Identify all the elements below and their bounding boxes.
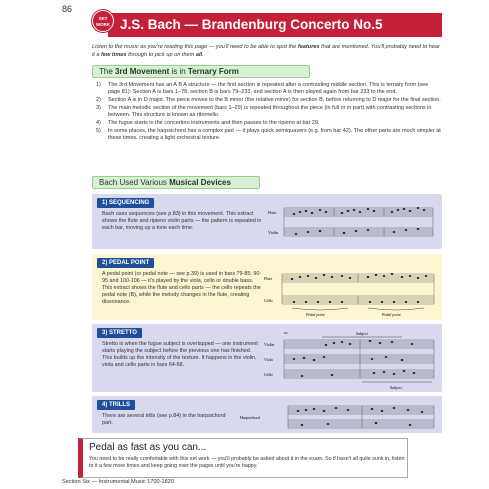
- intro-part: .: [202, 51, 204, 58]
- device-text: There are several trills (see p.84) in the harpsichord part.: [102, 413, 226, 427]
- list-num: 2): [96, 97, 101, 103]
- staff-label: Cello: [264, 372, 273, 377]
- device-text: Stretto is when the fugue subject is overlapped — one instrument starts playing the subject before the previous one has finished. This builds up the intensity of the texture. It happens in the violin, viola and cello parts in bars 64-68.: [102, 341, 258, 369]
- list-item: [96, 97, 442, 104]
- footer: Section Six — Instrumental Music 1700-1820: [62, 479, 174, 485]
- list-text: The fugue starts in the concertino instruments and then passes to the ripieno at bar 29.: [108, 119, 320, 126]
- pedal-tip-title: Pedal as fast as you can...: [89, 442, 207, 453]
- heading-bold: Ternary Form: [187, 67, 239, 76]
- staff-label: Violin: [268, 230, 278, 235]
- page-number: 86: [62, 4, 73, 14]
- score-trills: [232, 400, 437, 432]
- score-pedal-point: [262, 264, 437, 318]
- intro-bold: few times: [101, 51, 127, 58]
- list-num: 3): [96, 104, 101, 111]
- section-heading-devices: [92, 176, 260, 189]
- staff-label: Viola: [264, 357, 273, 362]
- pedal-tip-box: [78, 438, 408, 478]
- heading-bold: Musical Devices: [169, 178, 231, 187]
- annotation: Subject: [356, 331, 368, 336]
- intro-bold: features: [297, 44, 320, 50]
- heading-bold: 3rd Movement: [115, 67, 170, 76]
- device-text: A pedal point (or pedal note — see p.39) is used in bars 79-85, 90-95 and 100-106 — it's played by the viola, cello or double bass. This extract shows the flute and cello parts — the cello repeats the pedal note (B), while the melody changes in the flute, creating dissonance.: [102, 271, 262, 306]
- staff-label: Harpsichord: [240, 415, 260, 420]
- annotation: Pedal point: [382, 312, 401, 317]
- device-box-stretto: [92, 324, 442, 392]
- staff-label: Flute: [264, 276, 273, 281]
- list-text: Section A is in D major. The piece moves to the B minor (the relative minor) for section B, before returning to D major for the final section.: [108, 97, 441, 103]
- score-sequencing: [268, 200, 436, 246]
- staff-label: Flute: [268, 210, 277, 215]
- title-bar: [108, 13, 442, 37]
- annotation: Pedal point: [306, 312, 325, 317]
- device-text: Bach uses sequences (see p.83) in this movement. This extract shows the flute and ripieno violin parts — the pattern is repeated in each bar, moving up a tone each time.: [102, 211, 262, 232]
- list-text: The main melodic section of the movement (bars 1–29) is repeated throughout the piece (in full or in part) with contrasting sections in between. This structure is known as ritornello.: [108, 104, 432, 118]
- intro-bold: all: [195, 51, 203, 58]
- list-text: The 3rd Movement has an A B A structure — the first section is repeated after a contrasting middle section. This is ternary form (see page 81). Section A is bars 1–78, section B is bars 79–233, and section A is then played again from bar 233 to the end.: [108, 82, 429, 96]
- device-label: 1) SEQUENCING: [97, 198, 154, 208]
- heading-text: is in: [169, 67, 188, 76]
- badge-line-1: SET: [98, 16, 108, 21]
- heading-text: Bach Used Various: [99, 178, 170, 187]
- device-label: 2) PEDAL POINT: [97, 258, 154, 268]
- list-item: [96, 120, 442, 127]
- ternary-list: [96, 82, 442, 143]
- device-label: 3) STRETTO: [97, 328, 142, 338]
- device-box-sequencing: [92, 194, 442, 249]
- device-label: 4) TRILLS: [97, 400, 135, 410]
- list-text: In some places, the harpsichord has a complex part — it plays quick semiquavers (e.g. from bar 42). The other parts are much simpler at these times, creating a light orchestral texture.: [108, 127, 441, 141]
- score-stretto: [262, 328, 437, 391]
- badge-line-2: WORK: [95, 22, 111, 27]
- intro-part: through to pick up on them: [126, 51, 196, 58]
- list-item: [96, 128, 442, 142]
- pedal-tip-text: You need to be really comfortable with this set work — you'll probably be asked about it in the exam. So if hasn't all quite sunk in, listen to it a few more times and keep going over the pages until you're happy.: [89, 456, 405, 469]
- device-box-trills: [92, 396, 442, 433]
- heading-text: The: [99, 67, 116, 76]
- set-work-badge: [92, 10, 114, 32]
- list-num: 5): [96, 127, 101, 134]
- staff-label: Cello: [264, 298, 273, 303]
- intro-text: [92, 44, 442, 59]
- annotation: Subject: [390, 385, 402, 390]
- list-num: 1): [96, 82, 101, 88]
- list-item: [96, 105, 442, 119]
- section-heading-ternary: [92, 65, 310, 78]
- list-item: [96, 82, 442, 96]
- page-title: J.S. Bach — Brandenburg Concerto No.5: [120, 17, 383, 32]
- intro-part: Listen to the music as you're reading this page — you'll need to be able to spot the: [92, 44, 298, 50]
- intro-part: that are mentioned. You'll probably need to hear it a: [92, 44, 440, 58]
- bar-number: 64: [284, 331, 288, 335]
- staff-label: Violin: [264, 342, 274, 347]
- device-box-pedal-point: [92, 254, 442, 320]
- list-num: 4): [96, 119, 101, 126]
